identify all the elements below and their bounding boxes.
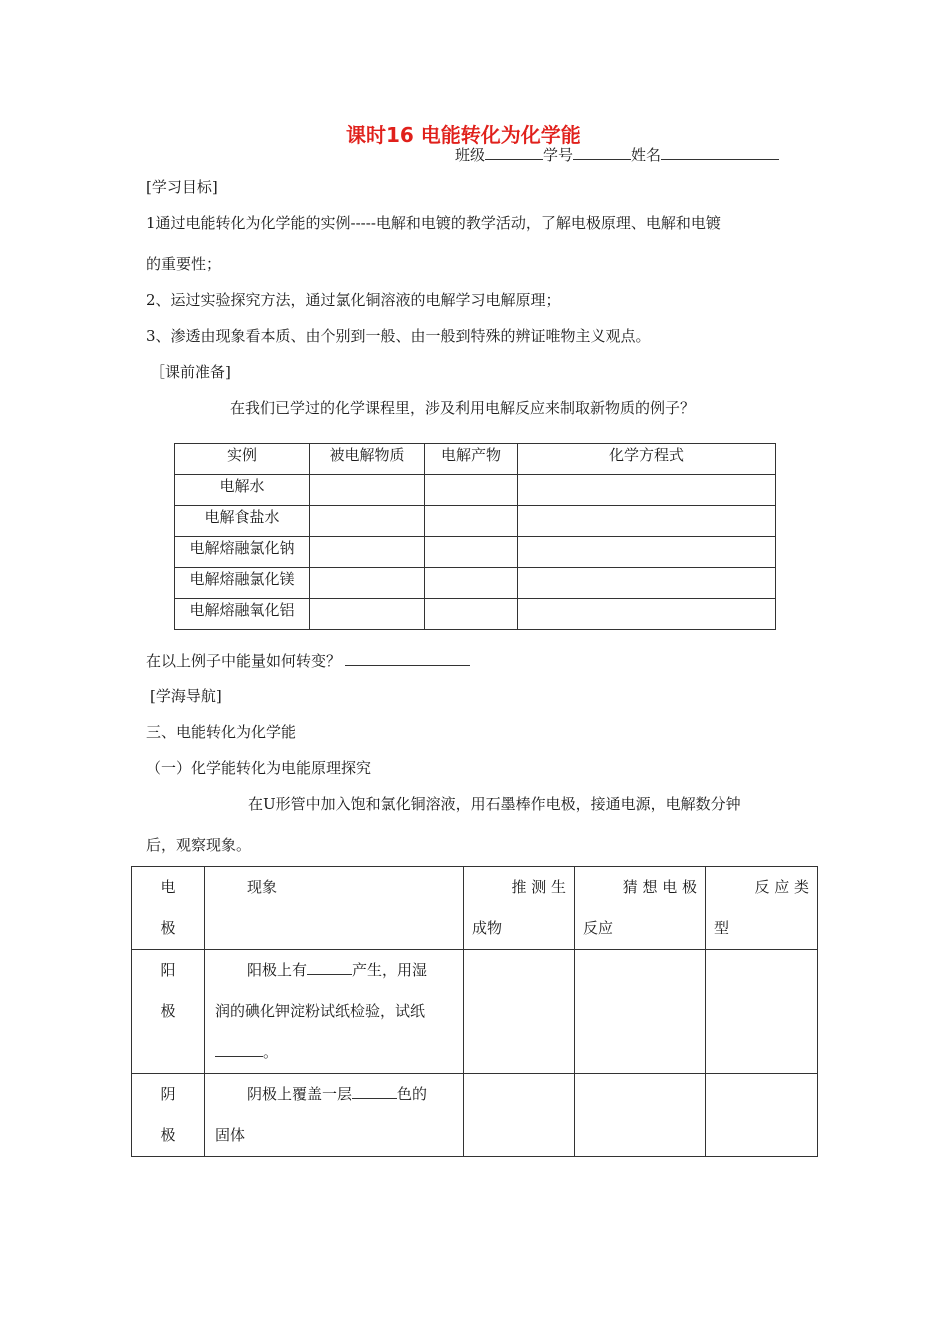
table-row — [175, 599, 776, 630]
objectives-heading: [学习目标] — [146, 178, 218, 196]
electrolysis-examples-table — [174, 443, 776, 630]
prep-question: 在我们已学过的化学课程里，涉及利用电解反应来制取新物质的例子？ — [230, 399, 696, 417]
anode-phenomenon-line-2: 润的碘化钾淀粉试纸检验，试纸 — [215, 1002, 426, 1020]
electrode-observation-table — [131, 866, 818, 1157]
table-row-cathode — [132, 1074, 818, 1157]
cathode-label — [132, 1074, 205, 1157]
cathode-color-blank[interactable] — [352, 1083, 397, 1099]
header-phenomenon-text: 现象 — [247, 878, 278, 896]
answer-cell[interactable] — [575, 950, 706, 1074]
header-reaction-type — [706, 867, 818, 950]
table-row — [175, 506, 776, 537]
objective-1-line-2: 的重要性； — [146, 255, 222, 273]
answer-cell[interactable] — [425, 506, 518, 537]
anode-gas-blank[interactable] — [307, 959, 352, 975]
cathode-phenomenon-line-1 — [205, 1074, 463, 1115]
text-segment: 产生，用湿 — [352, 961, 428, 979]
table-row — [175, 475, 776, 506]
number-blank[interactable] — [573, 144, 631, 160]
header-product-line: 成物 — [472, 919, 503, 937]
answer-cell[interactable] — [310, 475, 425, 506]
answer-cell[interactable] — [706, 1074, 818, 1157]
header-reaction-line: 反应 — [583, 919, 614, 937]
energy-question-line — [146, 650, 470, 671]
experiment-line-2: 后，观察现象。 — [146, 836, 252, 854]
number-label: 学号 — [543, 146, 574, 164]
text-segment: 。 — [263, 1043, 279, 1061]
answer-cell[interactable] — [310, 537, 425, 568]
cathode-phenomenon-line-2: 固体 — [215, 1126, 246, 1144]
answer-cell[interactable] — [706, 950, 818, 1074]
anode-phenomenon — [205, 950, 464, 1074]
answer-cell[interactable] — [464, 950, 575, 1074]
experiment-line-1: 在U形管中加入饱和氯化铜溶液，用石墨棒作电极，接通电源，电解数分钟 — [248, 795, 741, 813]
cathode-label-line: 阴 — [160, 1085, 176, 1103]
energy-answer-blank[interactable] — [345, 650, 470, 666]
anode-phenomenon-line-1 — [205, 950, 463, 991]
table-row — [175, 537, 776, 568]
text-segment: 色的 — [397, 1085, 428, 1103]
text-segment: 阳极上有 — [247, 961, 308, 979]
answer-cell[interactable] — [518, 568, 776, 599]
table-row-anode — [132, 950, 818, 1074]
page-title: 课时16 电能转化为化学能 — [346, 123, 581, 147]
header-product-line: 推 测 生 — [511, 878, 566, 896]
answer-cell[interactable] — [425, 475, 518, 506]
header-reaction-line: 猜 想 电 极 — [622, 878, 697, 896]
answer-cell[interactable] — [518, 599, 776, 630]
table-header-row — [132, 867, 818, 950]
name-blank[interactable] — [661, 144, 779, 160]
table-row — [175, 568, 776, 599]
name-label: 姓名 — [631, 146, 662, 164]
answer-cell[interactable] — [425, 568, 518, 599]
header-electrode-line: 电 — [160, 878, 176, 896]
table-header-row — [175, 444, 776, 475]
anode-label-line: 阳 — [160, 961, 176, 979]
class-label: 班级 — [455, 146, 486, 164]
answer-cell[interactable] — [518, 506, 776, 537]
header-equation: 化学方程式 — [518, 444, 776, 475]
answer-cell[interactable] — [518, 475, 776, 506]
prep-heading: ［课前准备] — [150, 363, 231, 381]
answer-cell[interactable] — [425, 537, 518, 568]
energy-question: 在以上例子中能量如何转变？ — [146, 652, 342, 670]
objective-1-line-1: 1通过电能转化为化学能的实例-----电解和电镀的教学活动，了解电极原理、电解和电镀 — [146, 214, 721, 232]
row-label: 电解熔融氯化镁 — [175, 568, 310, 599]
anode-label-line: 极 — [160, 1002, 176, 1020]
header-reaction — [575, 867, 706, 950]
cathode-label-line: 极 — [160, 1126, 176, 1144]
row-label: 电解食盐水 — [175, 506, 310, 537]
header-products: 电解产物 — [425, 444, 518, 475]
anode-phenomenon-line-3 — [205, 1032, 463, 1073]
header-electrode-line: 极 — [160, 919, 176, 937]
row-label: 电解熔融氯化钠 — [175, 537, 310, 568]
subsection-1-heading: （一）化学能转化为电能原理探究 — [146, 759, 372, 777]
answer-cell[interactable] — [575, 1074, 706, 1157]
answer-cell[interactable] — [310, 568, 425, 599]
text-segment: 阴极上覆盖一层 — [247, 1085, 353, 1103]
row-label: 电解熔融氧化铝 — [175, 599, 310, 630]
header-type-line: 反 应 类 — [754, 878, 809, 896]
answer-cell[interactable] — [518, 537, 776, 568]
header-product — [464, 867, 575, 950]
cathode-phenomenon — [205, 1074, 464, 1157]
header-type-line: 型 — [714, 919, 730, 937]
header-substance: 被电解物质 — [310, 444, 425, 475]
header-electrode — [132, 867, 205, 950]
test-paper-blank[interactable] — [215, 1041, 263, 1057]
answer-cell[interactable] — [310, 506, 425, 537]
anode-label — [132, 950, 205, 1074]
class-blank[interactable] — [485, 144, 543, 160]
guide-heading: [学海导航] — [150, 687, 222, 705]
answer-cell[interactable] — [464, 1074, 575, 1157]
answer-cell[interactable] — [425, 599, 518, 630]
header-phenomenon — [205, 867, 464, 950]
objective-3: 3、渗透由现象看本质、由个别到一般、由一般到特殊的辨证唯物主义观点。 — [146, 327, 651, 345]
section-3-heading: 三、电能转化为化学能 — [146, 723, 297, 741]
student-info-line — [455, 144, 779, 165]
header-example: 实例 — [175, 444, 310, 475]
row-label: 电解水 — [175, 475, 310, 506]
objective-2: 2、运过实验探究方法，通过氯化铜溶液的电解学习电解原理； — [146, 291, 561, 309]
answer-cell[interactable] — [310, 599, 425, 630]
